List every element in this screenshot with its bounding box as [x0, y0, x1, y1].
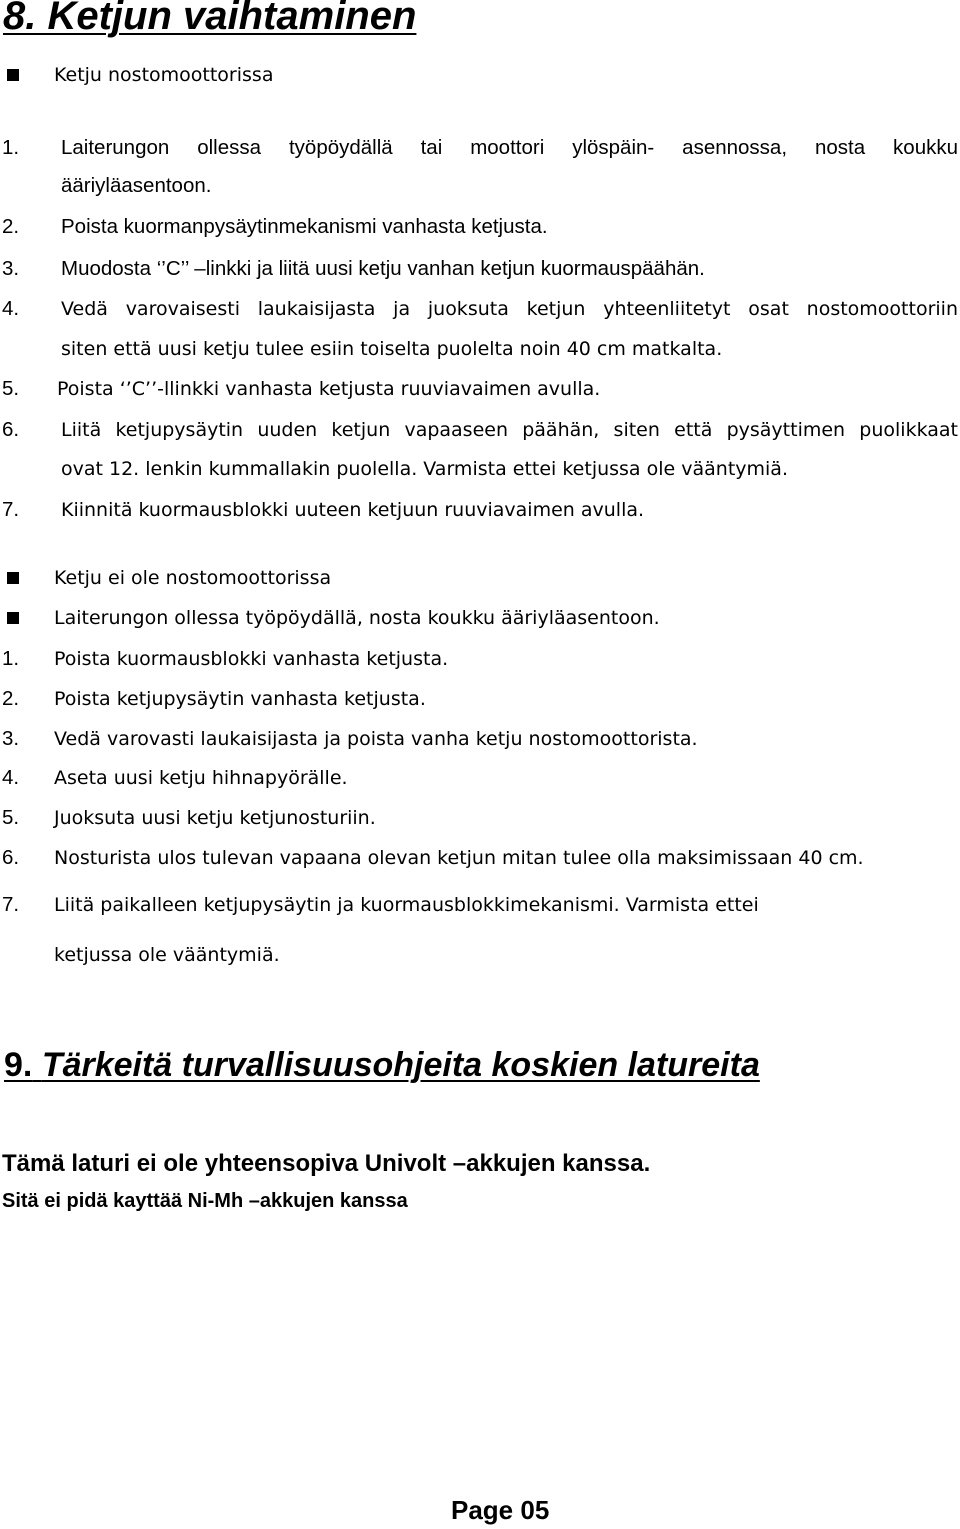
list2-item-4-text: Aseta uusi ketju hihnapyörälle. — [54, 767, 348, 789]
list1-item-2-num: 2. — [2, 215, 20, 238]
list2-item-1-num: 1. — [2, 647, 20, 670]
list2-item-7-line1: Liitä paikalleen ketjupysäytin ja kuormausblokkimekanismi. Varmista ettei — [54, 894, 759, 916]
list1-item-5-num: 5. — [2, 377, 20, 400]
bullet-square-icon — [7, 572, 19, 584]
bullet-square-icon — [7, 612, 19, 624]
list2-item-3-text: Vedä varovasti laukaisijasta ja poista vanha ketju nostomoottorista. — [54, 728, 698, 750]
bullet-hook-instruction: Laiterungon ollessa työpöydällä, nosta koukku ääriyläasentoon. — [54, 607, 660, 629]
list2-item-3-num: 3. — [2, 727, 20, 750]
list2-item-2-num: 2. — [2, 687, 20, 710]
list2-item-5-text: Juoksuta uusi ketju ketjunosturiin. — [54, 807, 376, 829]
section-8-title: 8. Ketjun vaihtaminen — [3, 0, 417, 38]
list1-item-4-line1: Vedä varovaisesti laukaisijasta ja juoksuta ketjun yhteenliitetyt osat nostomoottoriin — [61, 298, 958, 320]
list1-item-6-line1: Liitä ketjupysäytin uuden ketjun vapaaseen päähän, siten että pysäyttimen puolikkaat — [61, 419, 958, 441]
section-9-title — [4, 1046, 916, 1085]
warning-ni-mh: Sitä ei pidä kayttää Ni-Mh –akkujen kanssa — [2, 1190, 408, 1212]
list2-item-7-line2: ketjussa ole vääntymiä. — [54, 944, 280, 966]
list1-item-1-line2: ääriyläasentoon. — [61, 174, 212, 197]
list1-item-5-text: Poista ‘’C’’-llinkki vanhasta ketjusta ruuviavaimen avulla. — [57, 378, 601, 400]
page-number: Page 05 — [451, 1495, 550, 1525]
bullet-square-icon — [7, 69, 19, 81]
list2-item-5-num: 5. — [2, 806, 20, 829]
list1-item-1-line1: Laiterungon ollessa työpöydällä tai moottori ylöspäin- asennossa, nosta koukku — [61, 136, 958, 159]
section-9-title-text: Tärkeitä turvallisuusohjeita koskien latureita — [41, 1046, 760, 1084]
list1-item-4-line2: siten että uusi ketju tulee esiin toiselta puolelta noin 40 cm matkalta. — [61, 338, 723, 360]
list2-item-6-num: 6. — [2, 846, 20, 869]
subheading-chain-not-in-hoist: Ketju ei ole nostomoottorissa — [54, 567, 332, 589]
list1-item-3-num: 3. — [2, 257, 20, 280]
list1-item-6-num: 6. — [2, 418, 20, 441]
list1-item-4-num: 4. — [2, 297, 20, 320]
list1-item-3-text: Muodosta ‘’C’’ –linkki ja liitä uusi ketju vanhan ketjun kuormauspäähän. — [61, 257, 705, 280]
list1-item-6-line2: ovat 12. lenkin kummallakin puolella. Varmista ettei ketjussa ole vääntymiä. — [61, 458, 788, 480]
subheading-chain-in-hoist: Ketju nostomoottorissa — [54, 64, 274, 86]
list1-item-1-num: 1. — [2, 136, 20, 159]
list1-item-7-text: Kiinnitä kuormausblokki uuteen ketjuun ruuviavaimen avulla. — [61, 499, 645, 521]
list2-item-2-text: Poista ketjupysäytin vanhasta ketjusta. — [54, 688, 426, 710]
list1-item-2-text: Poista kuormanpysäytinmekanismi vanhasta ketjusta. — [61, 215, 548, 238]
list2-item-7-num: 7. — [2, 893, 20, 916]
list2-item-6-text: Nosturista ulos tulevan vapaana olevan ketjun mitan tulee olla maksimissaan 40 cm. — [54, 847, 864, 869]
warning-univolt: Tämä laturi ei ole yhteensopiva Univolt –akkujen kanssa. — [2, 1150, 651, 1177]
list1-item-7-num: 7. — [2, 498, 20, 521]
list2-item-1-text: Poista kuormausblokki vanhasta ketjusta. — [54, 648, 449, 670]
list2-item-4-num: 4. — [2, 766, 20, 789]
section-9-number: 9. — [4, 1046, 33, 1084]
